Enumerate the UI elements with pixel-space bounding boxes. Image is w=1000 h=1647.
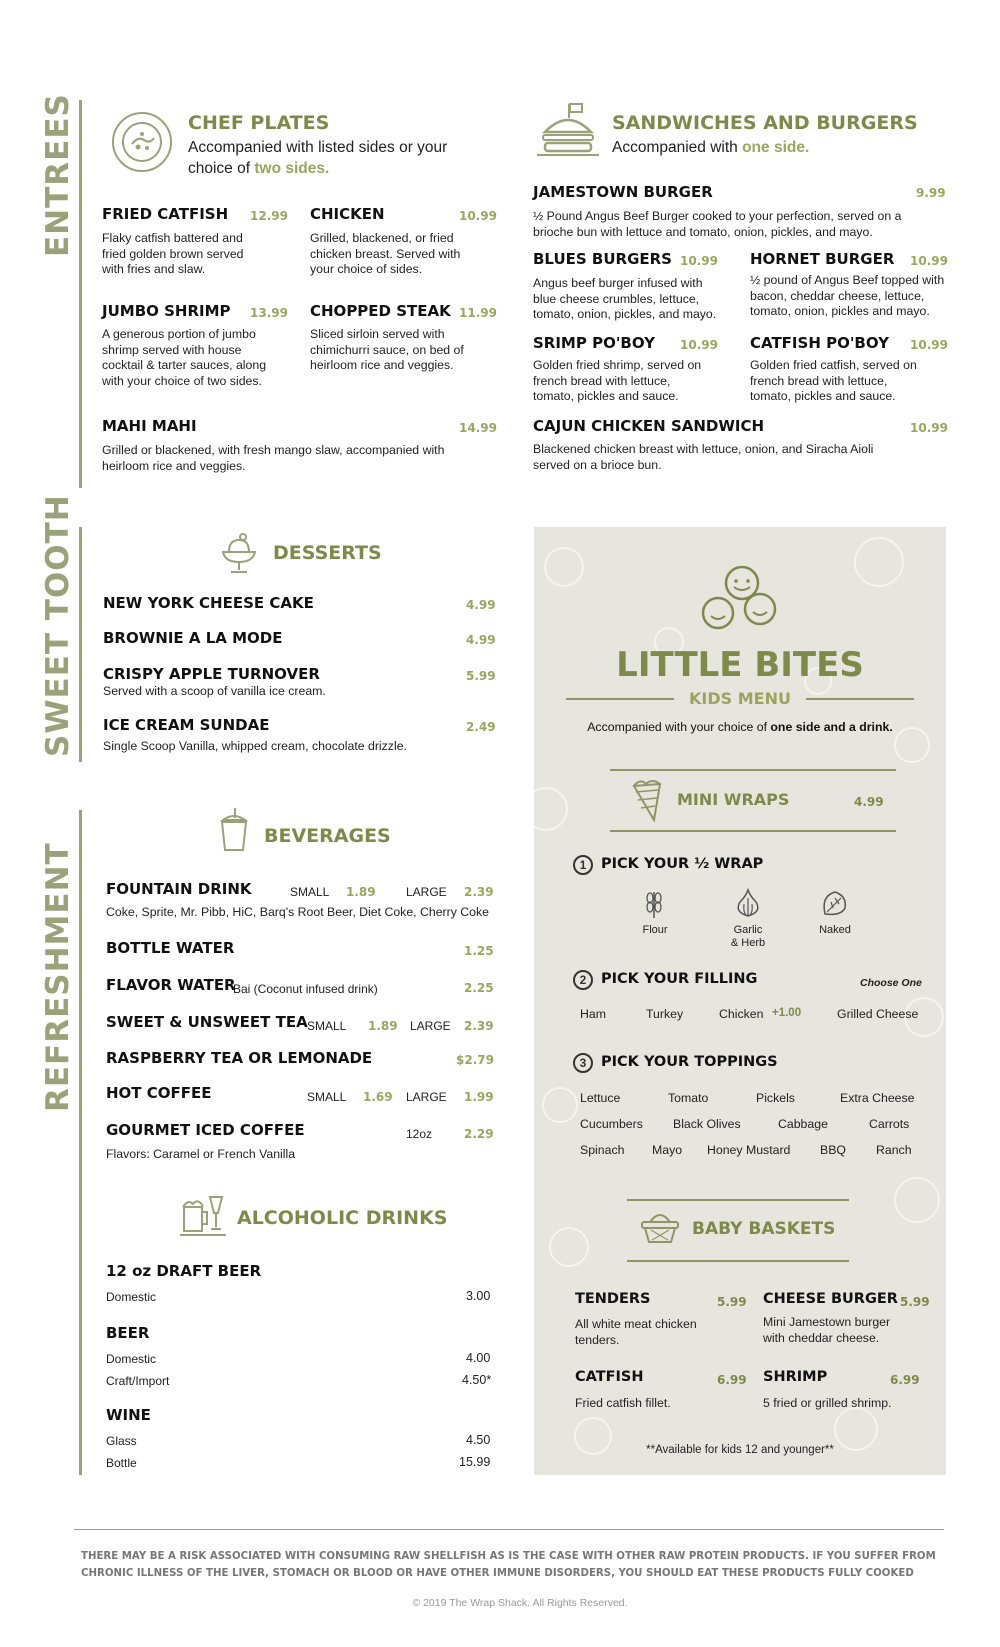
- size-label: LARGE: [406, 1090, 447, 1104]
- size-label: LARGE: [410, 1019, 451, 1033]
- price-row-label: Glass: [106, 1434, 137, 1448]
- baby-baskets-title: BABY BASKETS: [692, 1219, 836, 1239]
- kids-faces-icon: [698, 561, 780, 633]
- menu-item-name: CRISPY APPLE TURNOVER: [103, 665, 320, 683]
- menu-item-desc: Golden fried shrimp, served on french bread with lettuce, tomato, pickles and sauce.: [533, 358, 702, 404]
- raw-food-disclaimer: THERE MAY BE A RISK ASSOCIATED WITH CONSUMING RAW SHELLFISH AS IS THE CASE WITH OTHER RAW PROTEIN PRODUCTS. IF YOU SUFFER FROM CHRONIC ILLNESS OF THE LIVER, STOMACH OR BLOOD OR HAVE OTHER IMMUNE DISORDERS, YOU SHOULD EAT THESE PRODUCTS FULLY COOKED: [81, 1551, 936, 1579]
- price-row-price: 15.99: [459, 1455, 491, 1469]
- menu-item-price: 2.29: [464, 1127, 494, 1141]
- menu-item-desc: A generous portion of jumbo shrimp served with house cocktail & tarter sauces, along with your choice of two sides.: [102, 327, 267, 388]
- menu-item-name: BROWNIE A LA MODE: [103, 629, 283, 647]
- refreshment-rule: [79, 810, 82, 1475]
- step-number: 2: [573, 970, 593, 990]
- garlic-icon: [734, 888, 762, 918]
- menu-item-name: SWEET & UNSWEET TEA: [106, 1013, 308, 1031]
- doodle-decoration: [544, 547, 584, 587]
- wrap-option-label: Naked: [819, 924, 851, 936]
- sandwiches-subtitle-highlight: one side.: [742, 139, 810, 156]
- menu-item-price: 4.99: [466, 633, 496, 647]
- menu-item-name: BLUES BURGERS: [533, 250, 672, 268]
- menu-item-name: FRIED CATFISH: [102, 205, 229, 223]
- plate-icon: [112, 112, 172, 172]
- kids-menu-panel: [534, 527, 946, 1475]
- beverages-title: BEVERAGES: [264, 825, 391, 847]
- copyright-notice: © 2019 The Wrap Shack. All Rights Reserved.: [412, 1597, 628, 1609]
- desserts-title: DESSERTS: [273, 542, 382, 564]
- menu-item-name: CHEESE BURGER: [763, 1291, 898, 1307]
- price-row-price: 3.00: [466, 1289, 491, 1303]
- menu-item-desc: Fried catfish fillet.: [575, 1396, 671, 1410]
- menu-item-name: TENDERS: [575, 1291, 651, 1307]
- size-label: SMALL: [290, 885, 330, 899]
- menu-item-note: Bai (Coconut infused drink): [233, 982, 378, 996]
- beer-mugs-icon: [180, 1193, 226, 1237]
- doodle-decoration: [854, 537, 904, 587]
- size-label: LARGE: [406, 885, 447, 899]
- filling-option: Grilled Cheese: [837, 1007, 919, 1021]
- filling-option: Chicken: [719, 1007, 764, 1021]
- divider: [627, 1199, 849, 1201]
- chef-plates-subtitle-highlight: two sides.: [254, 160, 330, 177]
- menu-item-price: 4.99: [466, 598, 496, 612]
- menu-item-name: BOTTLE WATER: [106, 939, 235, 957]
- entrees-rule: [79, 100, 82, 488]
- menu-item-name: 12 oz DRAFT BEER: [106, 1262, 262, 1280]
- menu-item-name: JAMESTOWN BURGER: [533, 183, 713, 201]
- topping-option: Lettuce: [580, 1091, 621, 1105]
- menu-item-name: SHRIMP: [763, 1369, 828, 1385]
- kids-accompanied-prefix: Accompanied with your choice of: [587, 720, 771, 734]
- wrap-cone-icon: [630, 778, 666, 822]
- menu-item-price: 10.99: [680, 254, 718, 268]
- topping-option: Pickels: [756, 1091, 795, 1105]
- menu-item-price: 10.99: [910, 421, 948, 435]
- chef-plates-subtitle-line1: Accompanied with listed sides or your: [188, 139, 448, 156]
- footer-divider: [74, 1529, 944, 1530]
- menu-item-name: HOT COFFEE: [106, 1084, 212, 1102]
- price-row-label: Domestic: [106, 1290, 157, 1304]
- topping-option: Carrots: [869, 1117, 910, 1131]
- menu-item-name: CATFISH PO'BOY: [750, 334, 889, 352]
- menu-item-desc: 5 fried or grilled shrimp.: [763, 1396, 892, 1410]
- leaf-wrap-icon: [821, 888, 849, 918]
- menu-item-price: 2.39: [464, 1019, 494, 1033]
- topping-option: Cucumbers: [580, 1117, 643, 1131]
- menu-item-price: 1.25: [464, 944, 494, 958]
- sweet-tooth-rule: [79, 527, 82, 762]
- price-row-label: Craft/Import: [106, 1374, 170, 1388]
- chicken-upcharge: +1.00: [772, 1007, 802, 1019]
- kids-accompanied: [534, 720, 946, 734]
- menu-item-price: 2.39: [464, 885, 494, 899]
- menu-item-price: 11.99: [459, 306, 497, 320]
- price-row-label: Bottle: [106, 1456, 137, 1470]
- sandwiches-subtitle: [612, 137, 932, 158]
- kids-accompanied-bold: one side and a drink.: [770, 720, 893, 734]
- menu-item-desc: Grilled, blackened, or fried chicken breast. Served with your choice of sides.: [310, 231, 461, 277]
- topping-option: Extra Cheese: [840, 1091, 915, 1105]
- menu-item-price: 12.99: [250, 209, 288, 223]
- chef-plates-subtitle: [188, 137, 478, 179]
- menu-item-name: NEW YORK CHEESE CAKE: [103, 594, 314, 612]
- size-label: 12oz: [406, 1127, 433, 1141]
- menu-item-price: 6.99: [890, 1373, 920, 1387]
- mini-wraps-price: 4.99: [854, 795, 884, 809]
- menu-item-price: 10.99: [680, 338, 718, 352]
- topping-option: Tomato: [668, 1091, 709, 1105]
- menu-item-name: BEER: [106, 1324, 150, 1342]
- menu-item-price: 10.99: [459, 209, 497, 223]
- sweet-tooth-label: SWEET TOOTH: [40, 494, 76, 757]
- price-row-price: 4.50*: [462, 1373, 492, 1387]
- divider: [806, 698, 914, 700]
- filling-option: Turkey: [646, 1007, 684, 1021]
- entrees-label: ENTREES: [40, 93, 76, 257]
- topping-option: Ranch: [876, 1143, 912, 1157]
- divider: [610, 769, 896, 771]
- menu-item-name: ICE CREAM SUNDAE: [103, 716, 270, 734]
- doodle-decoration: [549, 1227, 589, 1267]
- menu-item-name: CAJUN CHICKEN SANDWICH: [533, 417, 765, 435]
- menu-item-desc: Flaky catfish battered and fried golden brown served with fries and slaw.: [102, 231, 244, 277]
- divider: [610, 830, 896, 832]
- menu-item-name: MAHI MAHI: [102, 417, 197, 435]
- menu-item-price: 2.49: [466, 720, 496, 734]
- menu-item-name: WINE: [106, 1406, 151, 1424]
- menu-item-name: GOURMET ICED COFFEE: [106, 1121, 305, 1139]
- topping-option: Honey Mustard: [707, 1143, 791, 1157]
- menu-item-name: SRIMP PO'BOY: [533, 334, 655, 352]
- menu-item-price: 1.89: [346, 885, 376, 899]
- step-title: PICK YOUR ½ WRAP: [601, 856, 764, 872]
- menu-item-desc: Grilled or blackened, with fresh mango slaw, accompanied with heirloom rice and veggies.: [102, 443, 445, 473]
- step-title: PICK YOUR TOPPINGS: [601, 1054, 778, 1070]
- menu-item-price: 14.99: [459, 421, 497, 435]
- menu-item-desc: Golden fried catfish, served on french bread with lettuce, tomato, pickles and sauce.: [750, 358, 917, 404]
- sundae-icon: [219, 532, 259, 576]
- chef-plates-title: CHEF PLATES: [188, 112, 330, 134]
- price-row-price: 4.50: [466, 1433, 491, 1447]
- menu-item-name: JUMBO SHRIMP: [102, 302, 231, 320]
- menu-item-name: RASPBERRY TEA OR LEMONADE: [106, 1049, 373, 1067]
- chef-plates-subtitle-prefix: choice of: [188, 160, 255, 177]
- menu-item-desc: Angus beef burger infused with blue cheese crumbles, lettuce, tomato, onion, pickles, and mayo.: [533, 276, 717, 322]
- basket-icon: [640, 1208, 680, 1244]
- wheat-icon: [641, 888, 667, 918]
- mini-wraps-title: MINI WRAPS: [677, 790, 790, 809]
- menu-item-desc: Sliced sirloin served with chimichurri sauce, on bed of heirloom rice and veggies.: [310, 327, 464, 373]
- menu-item-name: FLAVOR WATER: [106, 976, 236, 994]
- doodle-decoration: [542, 1087, 578, 1123]
- kids-availability-note: **Available for kids 12 and younger**: [646, 1444, 834, 1456]
- menu-item-desc: Coke, Sprite, Mr. Pibb, HiC, Barq's Root Beer, Diet Coke, Cherry Coke: [106, 905, 490, 919]
- refreshment-label: REFRESHMENT: [40, 842, 76, 1112]
- sandwiches-subtitle-prefix: Accompanied with: [612, 139, 743, 156]
- choose-one-note: Choose One: [860, 977, 922, 989]
- menu-item-price: 6.99: [717, 1373, 747, 1387]
- menu-item-desc: ½ pound of Angus Beef topped with bacon, cheddar cheese, lettuce, tomato, onion, pickles and mayo.: [750, 273, 945, 319]
- step-number: 3: [573, 1053, 593, 1073]
- menu-item-desc: All white meat chicken tenders.: [575, 1317, 697, 1347]
- divider: [627, 1260, 849, 1262]
- kids-subtitle: KIDS MENU: [689, 689, 791, 708]
- step-number: 1: [573, 855, 593, 875]
- drink-cup-icon: [219, 808, 249, 852]
- menu-item-desc: Single Scoop Vanilla, whipped cream, chocolate drizzle.: [103, 739, 407, 753]
- menu-item-name: CHOPPED STEAK: [310, 302, 451, 320]
- menu-item-desc: Flavors: Caramel or French Vanilla: [106, 1147, 296, 1161]
- sandwiches-title: SANDWICHES AND BURGERS: [612, 112, 918, 134]
- alcohol-title: ALCOHOLIC DRINKS: [237, 1207, 448, 1229]
- step-title: PICK YOUR FILLING: [601, 971, 758, 987]
- size-label: SMALL: [307, 1019, 347, 1033]
- menu-item-price: 1.99: [464, 1090, 494, 1104]
- filling-option: Ham: [580, 1007, 606, 1021]
- menu-item-desc: ½ Pound Angus Beef Burger cooked to your perfection, served on a brioche bun with lettuce and tomato, onion, pickles, and mayo.: [533, 209, 902, 239]
- menu-item-price: 5.99: [466, 669, 496, 683]
- menu-item-desc: Blackened chicken breast with lettuce, onion, and Siracha Aioli served on a brioce bun.: [533, 442, 874, 472]
- wrap-option-label: Garlic & Herb: [730, 924, 766, 949]
- menu-item-desc: Served with a scoop of vanilla ice cream.: [103, 684, 326, 698]
- menu-item-name: CHICKEN: [310, 205, 385, 223]
- topping-option: Mayo: [652, 1143, 683, 1157]
- topping-option: Black Olives: [673, 1117, 741, 1131]
- menu-item-price: 10.99: [910, 338, 948, 352]
- menu-item-name: CATFISH: [575, 1369, 644, 1385]
- menu-item-name: FOUNTAIN DRINK: [106, 880, 252, 898]
- menu-item-price: 9.99: [916, 186, 946, 200]
- menu-item-price: 1.89: [368, 1019, 398, 1033]
- menu-item-price: 5.99: [900, 1295, 930, 1309]
- menu-item-price: 2.25: [464, 981, 494, 995]
- topping-option: BBQ: [820, 1143, 846, 1157]
- menu-item-price: 5.99: [717, 1295, 747, 1309]
- menu-item-desc: Mini Jamestown burger with cheddar cheese.: [763, 1315, 891, 1345]
- doodle-decoration: [534, 787, 568, 831]
- burger-icon: [537, 102, 599, 158]
- wrap-option-label: Flour: [642, 924, 668, 936]
- doodle-decoration: [894, 1177, 940, 1223]
- menu-item-price: 13.99: [250, 306, 288, 320]
- topping-option: Cabbage: [778, 1117, 828, 1131]
- menu-item-price: $2.79: [456, 1053, 494, 1067]
- price-row-price: 4.00: [466, 1351, 491, 1365]
- menu-item-name: HORNET BURGER: [750, 250, 895, 268]
- menu-item-price: 1.69: [363, 1090, 393, 1104]
- menu-item-price: 10.99: [910, 254, 948, 268]
- size-label: SMALL: [307, 1090, 347, 1104]
- price-row-label: Domestic: [106, 1352, 157, 1366]
- kids-title: LITTLE BITES: [616, 645, 864, 685]
- topping-option: Spinach: [580, 1143, 625, 1157]
